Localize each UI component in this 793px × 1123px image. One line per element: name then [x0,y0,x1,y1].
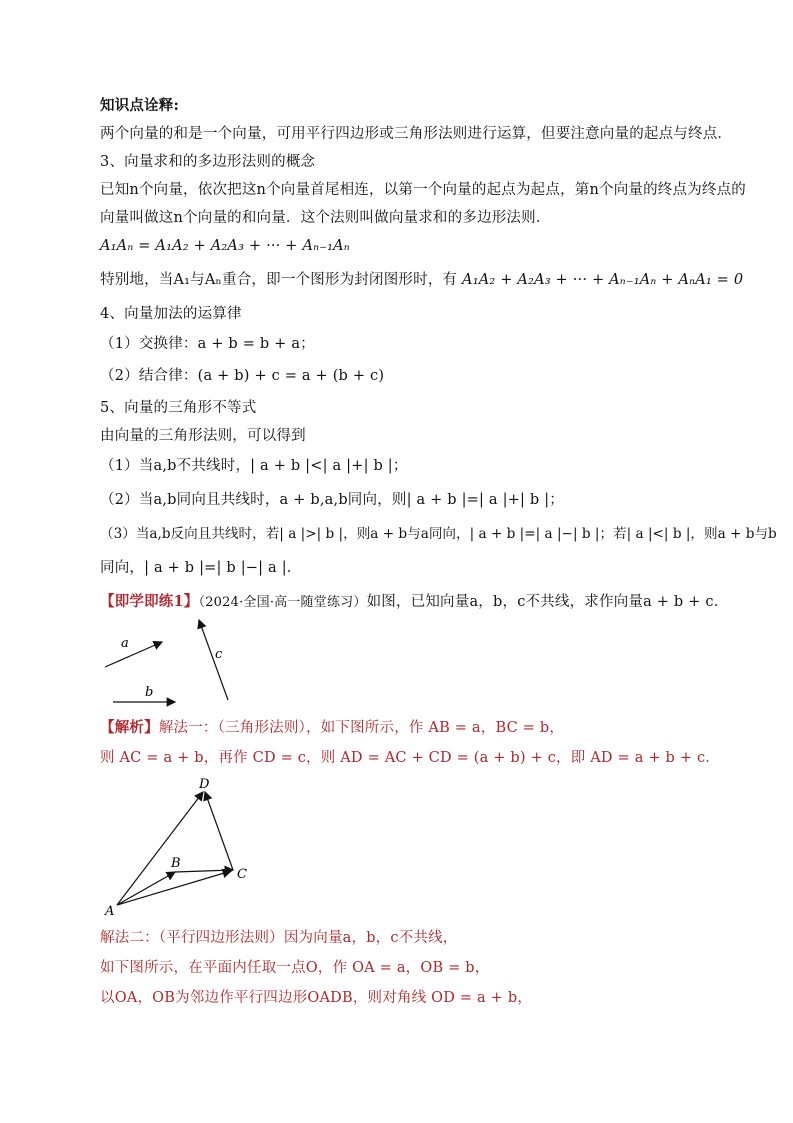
solution-method2-cont: 如下图所示，在平面内任取一点O，作 OA = a，OB = b， [100,960,490,976]
vector-AB [117,872,175,905]
vector-AC [117,871,231,905]
item5-title: 5、向量的三角形不等式 [100,400,257,416]
law-associative: （2）结合律：(a + b) + c = a + (b + c) [100,368,385,384]
solution-method1-text: 解法一：（三角形法则），如下图所示，作 AB = a，BC = b， [158,720,565,736]
exercise-question: 如图，已知向量a，b，c不共线，求作向量a + b + c． [366,594,729,610]
section-note: 两个向量的和是一个向量，可用平行四边形或三角形法则进行运算，但要注意向量的起点与终点． [100,126,733,142]
solution-method2: 解法二：（平行四边形法则）因为向量a，b，c不共线， [100,930,458,946]
inequality-case3-cont: 同向，| a + b |=| b |−| a |． [100,560,302,576]
law-commutative: （1）交换律：a + b = b + a； [100,336,315,352]
point-A-label: A [105,904,115,919]
figure-triangle-rule [95,770,265,920]
vector-c-label: c [215,647,223,662]
exercise-tag: 【即学即练1】 [100,593,199,610]
item3-title: 3、向量求和的多边形法则的概念 [100,154,316,170]
section-heading: 知识点诠释: [100,97,180,114]
vector-AD [117,792,203,905]
item3-line1: 已知n个向量，依次把这n个向量首尾相连，以第一个向量的起点为起点，第n个向量的终点为终点的 [100,182,747,198]
solution-method1-cont: 则 AC = a + b，再作 CD = c，则 AD = AC + CD = (a + b) + c，即 AD = a + b + c． [100,750,721,766]
vector-c-arrow [199,620,228,700]
item3-special [100,270,743,290]
exercise [100,592,728,613]
vector-CD [205,792,233,870]
solution-tag: 【解析】 [100,719,159,736]
inequality-case1: （1）当a,b不共线时，| a + b |<| a |+| b |； [100,458,408,474]
solution-method1 [100,718,564,738]
exercise-source: （2024·全国·高一随堂练习） [198,595,367,610]
inequality-case2: （2）当a,b同向且共线时，a + b,a,b同向，则| a + b |=| a |+| b |； [100,492,564,508]
vector-a-label: a [121,636,129,651]
item3-special-text: 特别地，当A₁与Aₙ重合，即一个图形为封闭图形时，有 [100,272,458,288]
vector-BC [175,870,233,872]
item4-title: 4、向量加法的运算律 [100,306,242,322]
item5-intro: 由向量的三角形法则，可以得到 [100,428,306,444]
item3-line2: 向量叫做这n个向量的和向量．这个法则叫做向量求和的多边形法则． [100,210,551,226]
formula-polygon-rule: A₁Aₙ = A₁A₂ + A₂A₃ + ··· + Aₙ₋₁Aₙ [100,238,350,254]
figure-vectors-abc [95,612,255,712]
point-C-label: C [237,867,247,882]
vector-a-arrow [105,642,162,667]
point-D-label: D [199,777,210,792]
formula-closed-figure: A₁A₂ + A₂A₃ + ··· + Aₙ₋₁Aₙ + AₙA₁ = 0 [462,272,744,288]
vector-b-label: b [145,685,154,700]
solution-method2-cont2: 以OA，OB为邻边作平行四边形OADB，则对角线 OD = a + b， [100,990,533,1006]
inequality-case3: （3）当a,b反向且共线时，若| a |>| b |，则a + b与a同向，| a + b |=| a |−| b |；若| a |<| b |，则a + b与b [100,526,777,542]
point-B-label: B [171,856,181,871]
